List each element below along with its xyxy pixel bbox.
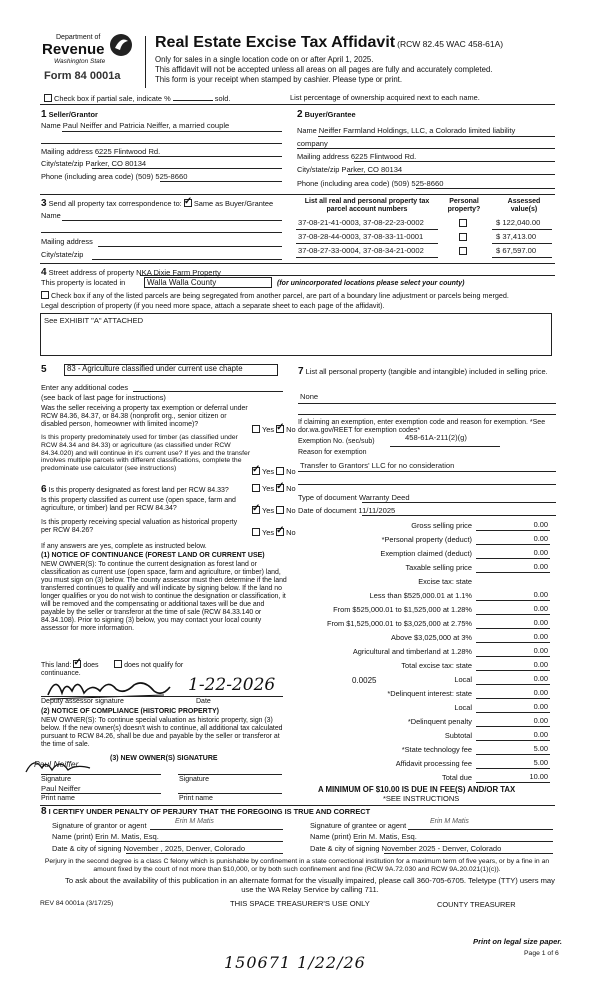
grantee-signature[interactable]: Erin M Matis xyxy=(430,818,469,825)
land-qualify[interactable]: This land: ✓ does does not qualify for xyxy=(41,660,183,670)
perjury-text: Perjury in the second degree is a class C felony which is punishable by confinement in a state correctional institution for a maximum term of five years, or by a fine in an amount fixed by the court of not more than $10,000, or by both such confinement and fine (RCW 9A.72.030 and RCW 9A.20.021(1)(c)). xyxy=(44,858,550,873)
use-code-select[interactable]: 83 - Agriculture classified under current use chapte xyxy=(64,364,278,376)
owner-print-name[interactable]: Paul Neiffer xyxy=(41,784,81,793)
q2-yes-no[interactable]: ✓ Yes No xyxy=(252,467,296,477)
dept-state: Washington State xyxy=(54,58,106,65)
tax-row[interactable]: *State technology fee 5.00 xyxy=(401,744,548,754)
legal-size-note: Print on legal size paper. xyxy=(473,937,563,946)
handwritten-receipt: 150671 1/22/26 xyxy=(224,953,366,972)
parcel-row[interactable]: 37-08-21-41-0003, 37-08-22-23-0002 $ 122,040.00 xyxy=(296,219,556,231)
rev-number: REV 84 0001a (3/17/25) xyxy=(40,900,114,907)
see-instructions: *SEE INSTRUCTIONS xyxy=(383,794,460,803)
grantor-date-city[interactable]: November , 2025, Denver, Colorado xyxy=(123,844,246,853)
assessor-date[interactable]: 1-22-2026 xyxy=(188,675,276,695)
alt-format-text: To ask about the availability of this publication in an alternate format for the visually impaired, please call 360-705-6705. Teletype (TTY) users may use the WA Relay Service by calling 711. xyxy=(65,876,555,894)
seller-city[interactable]: Parker, CO 80134 xyxy=(85,159,147,168)
tax-row[interactable]: Total due 10.00 xyxy=(442,772,548,782)
local-rate: 0.0025 xyxy=(352,676,377,685)
historic-yes-no[interactable]: Yes ✓ No xyxy=(252,528,296,538)
personal-property[interactable]: None xyxy=(300,392,319,401)
segregated-checkbox[interactable]: Check box if any of the listed parcels are being segregated from another parcel, are part of a boundary line adjustment or parcels being merged. xyxy=(41,291,509,300)
form-title: Real Estate Excise Tax Affidavit (RCW 82.45 WAC 458-61A) xyxy=(155,34,504,51)
property-street[interactable]: NKA Dixie Farm Property xyxy=(136,268,221,277)
document-type[interactable]: Warranty Deed xyxy=(358,493,410,502)
subtitle-1: Only for sales in a single location code on or after April 1, 2025. xyxy=(155,55,374,64)
current-use-yes-no[interactable]: ✓ Yes No xyxy=(252,506,296,516)
tax-row[interactable]: Less than $525,000.01 at 1.1% 0.00 xyxy=(369,590,548,600)
seller-heading: 1 Seller/Grantor xyxy=(41,109,98,120)
buyer-heading: 2 Buyer/Grantee xyxy=(297,109,356,120)
buyer-city[interactable]: Parker, CO 80134 xyxy=(341,165,403,174)
assessed-col-header: Assessed value(s) xyxy=(507,198,541,214)
grantee-print-name[interactable]: Erin M. Matis, Esq. xyxy=(353,832,417,841)
tax-row[interactable]: Taxable selling price 0.00 xyxy=(405,562,548,572)
ownership-note: List percentage of ownership acquired next to each name. xyxy=(290,93,480,102)
forest-yes-no[interactable]: Yes ✓ No xyxy=(252,484,296,494)
tax-row[interactable]: From $1,525,000.01 to $3,025,000 at 2.75% 0.00 xyxy=(326,618,548,628)
treasurer-only: THIS SPACE TREASURER'S USE ONLY xyxy=(230,899,370,908)
exemption-number[interactable]: 458-61A-211(2)(g) xyxy=(405,433,467,442)
tax-row[interactable]: Local 0.00 xyxy=(454,702,548,712)
buyer-name-2[interactable]: company xyxy=(297,139,328,148)
legal-description[interactable]: See EXHIBIT "A" ATTACHED xyxy=(40,313,552,356)
seller-mailing[interactable]: 6225 Flintwood Rd. xyxy=(94,147,161,156)
minimum-due: A MINIMUM OF $10.00 IS DUE IN FEE(S) AND/OR TAX xyxy=(318,785,516,794)
buyer-name[interactable]: Neiffer Farmland Holdings, LLC, a Colorado limited liability xyxy=(318,126,516,135)
subtitle-3: This form is your receipt when stamped by cashier. Please type or print. xyxy=(155,75,403,84)
tax-row[interactable]: Affidavit processing fee 5.00 xyxy=(395,758,548,768)
buyer-mailing[interactable]: 6225 Flintwood Rd. xyxy=(350,152,417,161)
dept-line1: Department of xyxy=(56,34,101,41)
tax-row: Excise tax: state xyxy=(418,577,472,586)
same-as-buyer-checkbox[interactable] xyxy=(184,199,192,207)
tax-row[interactable]: *Delinquent penalty 0.00 xyxy=(407,716,548,726)
document-date[interactable]: 11/11/2025 xyxy=(358,506,396,515)
grantee-date-city[interactable]: November 2025 - Denver, Colorado xyxy=(381,844,502,853)
parcel-row[interactable]: 37-08-27-33-0004, 37-08-34-21-0002 $ 67,597.00 xyxy=(296,247,556,259)
q1-yes-no[interactable]: Yes ✓ No xyxy=(252,425,296,435)
partial-sale-checkbox[interactable]: Check box if partial sale, indicate % sold. xyxy=(44,94,230,104)
personal-col-header: Personal property? xyxy=(447,198,481,214)
tax-row[interactable]: Above $3,025,000 at 3% 0.00 xyxy=(391,632,548,642)
buyer-phone[interactable]: (509) 525-8660 xyxy=(391,179,444,188)
subtitle-2: This affidavit will not be accepted unless all areas on all pages are fully and accurately completed. xyxy=(155,65,493,74)
tax-row[interactable]: Agricultural and timberland at 1.28% 0.00 xyxy=(352,646,548,656)
form-number: Form 84 0001a xyxy=(44,70,121,82)
tax-row[interactable]: *Personal property (deduct) 0.00 xyxy=(381,534,548,544)
tax-row[interactable]: *Delinquent interest: state 0.00 xyxy=(387,688,548,698)
sec3-heading: 3 Send all property tax correspondence to: ✓ Same as Buyer/Grantee xyxy=(41,198,273,210)
exemption-reason[interactable]: Transfer to Grantors' LLC for no consideration xyxy=(300,461,455,470)
tax-row[interactable]: Subtotal 0.00 xyxy=(444,730,548,740)
tax-row[interactable]: Local 0.00 xyxy=(454,674,548,684)
grantor-print-name[interactable]: Erin M. Matis, Esq. xyxy=(95,832,159,841)
parcel-col-header: List all real and personal property tax parcel account numbers xyxy=(304,198,430,214)
dor-emblem-icon xyxy=(108,32,134,58)
tax-row[interactable]: Exemption claimed (deduct) 0.00 xyxy=(380,548,548,558)
grantor-signature[interactable]: Erin M Matis xyxy=(175,818,214,825)
county-select[interactable]: Walla Walla County xyxy=(144,277,272,288)
seller-phone[interactable]: (509) 525-8660 xyxy=(135,172,188,181)
dept-name: Revenue xyxy=(42,41,105,58)
seller-name[interactable]: Paul Neiffer and Patricia Neiffer, a married couple xyxy=(62,121,230,130)
tax-row[interactable]: Gross selling price 0.00 xyxy=(411,520,548,530)
tax-row[interactable]: Total excise tax: state 0.00 xyxy=(401,660,548,670)
tax-row[interactable]: From $525,000.01 to $1,525,000 at 1.28% 0.00 xyxy=(333,604,548,614)
parcel-row[interactable]: 37-08-28-44-0003, 37-08-33-11-0001 $ 37,413.00 xyxy=(296,233,556,245)
page-number: Page 1 of 6 xyxy=(524,950,559,957)
dor-logo xyxy=(40,34,140,84)
county-treasurer: COUNTY TREASURER xyxy=(437,900,516,909)
owner-signature[interactable]: Paul Neiffer xyxy=(34,759,79,769)
